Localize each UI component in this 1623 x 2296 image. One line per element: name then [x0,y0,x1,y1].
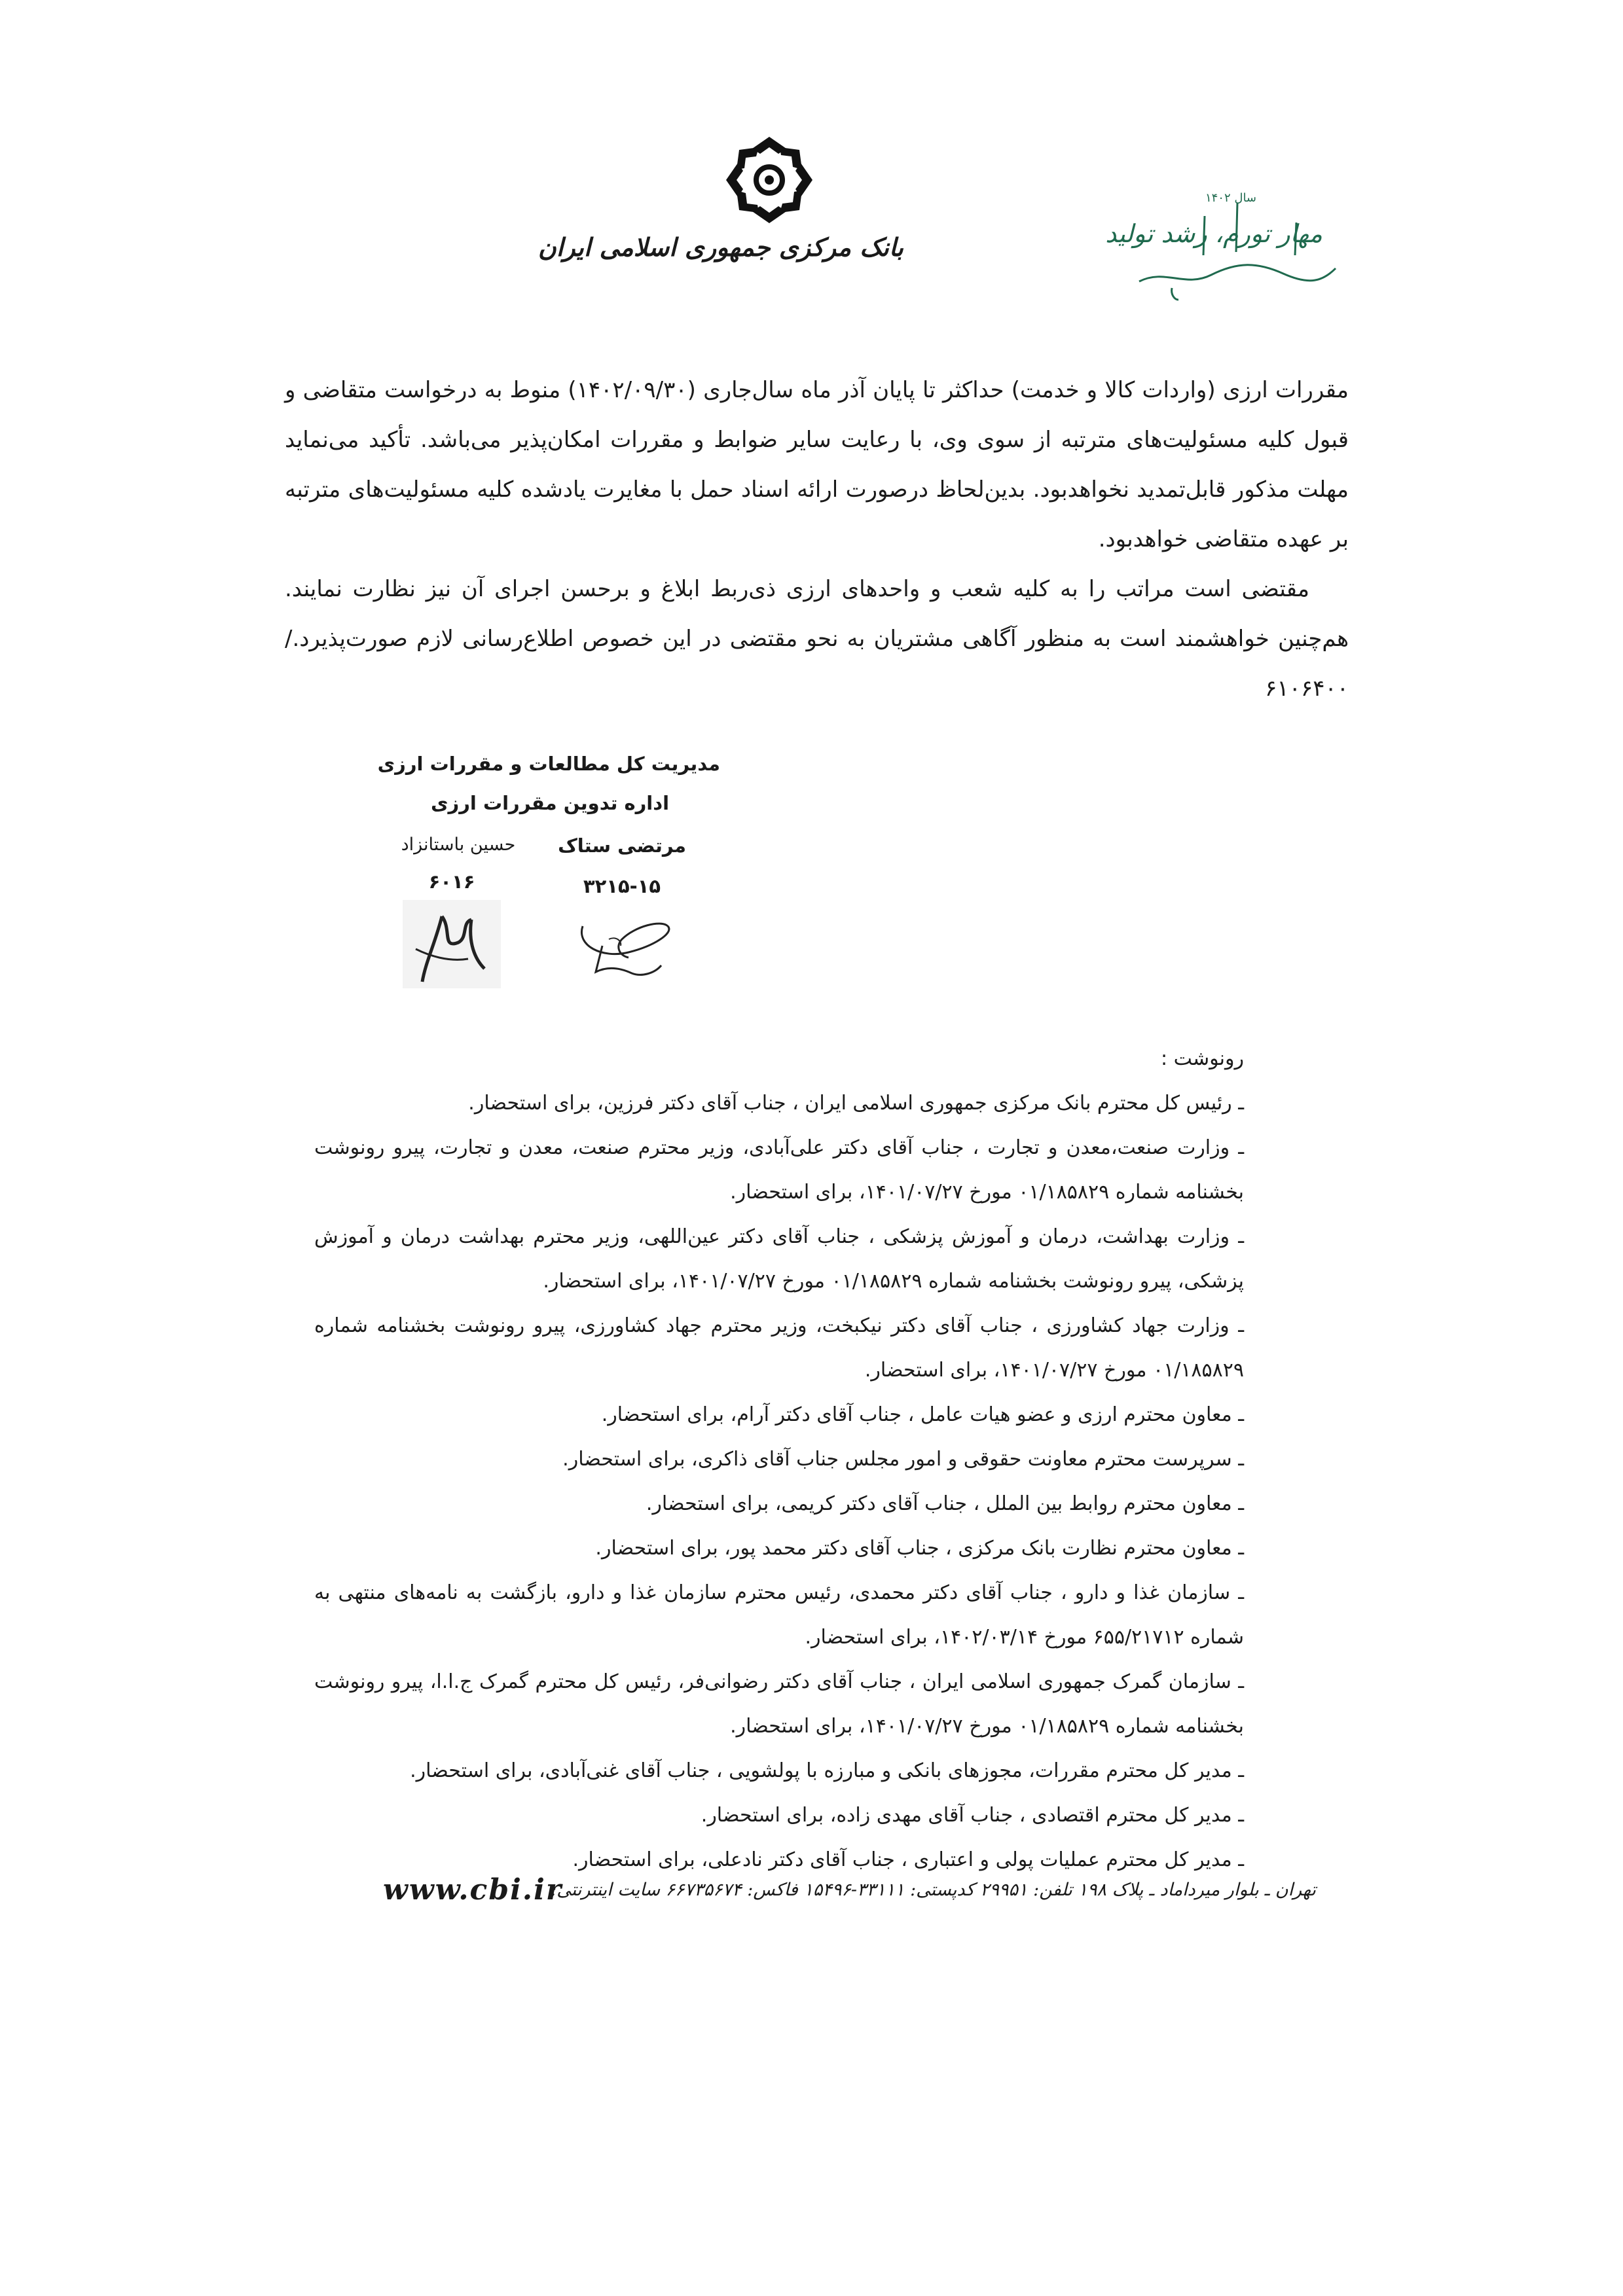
copy-recipient: ـ مدیر کل محترم اقتصادی ، جناب آقای مهدی زاده، برای استحضار. [701,1804,1244,1827]
copy-recipient: ـ معاون محترم روابط بین الملل ، جناب آقای دکتر کریمی، برای استحضار. [646,1492,1244,1515]
signer-2-name: حسین باستانزاد [401,834,516,855]
signature-department: مدیریت کل مطالعات و مقررات ارزی [377,753,720,775]
copy-recipient: ـ معاون محترم نظارت بانک مرکزی ، جناب آقای دکتر محمد پور، برای استحضار. [595,1537,1244,1560]
copy-recipient: ـ سازمان غذا و دارو ، جناب آقای دکتر محمدی، رئیس محترم سازمان غذا و دارو، بازگشت به نامه‌های منتهی به شماره ۶۵۵/۲۱۷۱۲ مورخ ۱۴۰۲/۰۳/۱۴، برای استحضار. [314,1581,1244,1649]
footer-website-link[interactable]: www.cbi.ir [383,1873,563,1907]
copies-list [314,1081,1244,1882]
slogan-text: مهار تورم، رشد تولید [1105,219,1322,248]
cbi-emblem-icon [723,134,815,226]
signer-1-code: ۳۲۱۵-۱۵ [583,875,661,897]
body-paragraph-1: مقررات ارزی (واردات کالا و خدمت) حداکثر تا پایان آذر ماه سال‌جاری (۱۴۰۲/۰۹/۳۰) منوط به درخواست متقاضی و قبول کلیه مسئولیت‌های مترتبه از سوی وی، با رعایت سایر ضوابط و مقررات امکان‌پذیر می‌باشد. تأکید می‌نماید مهلت مذکور قابل‌تمدید نخواهدبود. بدین‌لحاظ درصورت ارائه اسناد حمل با مغایرت یادشده کلیه مسئولیت‌های مترتبه بر عهده متقاضی خواهدبود. [285,377,1349,552]
copy-recipient: ـ معاون محترم ارزی و عضو هیات عامل ، جناب آقای دکتر آرام، برای استحضار. [601,1403,1244,1426]
signer-1-signature-icon [570,900,684,985]
signer-2-code: ۶۰۱۶ [428,870,475,893]
copy-recipient: ـ رئیس کل محترم بانک مرکزی جمهوری اسلامی ایران ، جناب آقای دکتر فرزین، برای استحضار. [468,1092,1244,1115]
footer-address: تهران ـ بلوار میرداماد ـ پلاک ۱۹۸ تلفن: ۲۹۹۵۱ کدپستی: ۳۳۱۱۱-۱۵۴۹۶ فاکس: ۶۶۷۳۵۶۷۴ سایت اینترنتی: [551,1880,1316,1900]
signature-office: اداره تدوین مقررات ارزی [430,792,670,814]
copy-recipient: ـ وزارت بهداشت، درمان و آموزش پزشکی ، جناب آقای دکتر عین‌اللهی، وزیر محترم بهداشت درمان و آموزش پزشکی، پیرو رونوشت بخشنامه شماره ۰۱/۱۸۵۸۲۹ مورخ ۱۴۰۱/۰۷/۲۷، برای استحضار. [314,1225,1244,1293]
body-paragraph-2: مقتضی است مراتب را به کلیه شعب و واحدهای ارزی ذی‌ربط ابلاغ و برحسن اجرای آن نیز نظارت نمایند. هم‌چنین خواهشمند است به منظور آگاهی مشتریان به نحو مقتضی در این خصوص اطلاع‌رسانی لازم صورت‌پذیرد./۶۱۰۶۴۰۰ [285,576,1349,702]
copy-recipient: ـ وزارت صنعت،معدن و تجارت ، جناب آقای دکتر علی‌آبادی، وزیر محترم صنعت، معدن و تجارت، پیرو رونوشت بخشنامه شماره ۰۱/۱۸۵۸۲۹ مورخ ۱۴۰۱/۰۷/۲۷، برای استحضار. [314,1136,1244,1204]
signer-1-name: مرتضی ستاک [558,834,686,857]
copies-label: رونوشت : [1160,1047,1244,1070]
bank-name-logotype: بانک مرکزی جمهوری اسلامی ایران [538,232,903,262]
slogan-year: سال ۱۴۰۲ [1205,191,1257,205]
copy-recipient: ـ سرپرست محترم معاونت حقوقی و امور مجلس جناب آقای ذاکری، برای استحضار. [562,1448,1244,1471]
copy-recipient: ـ مدیر کل محترم مقررات، مجوزهای بانکی و مبارزه با پولشویی ، جناب آقای غنی‌آبادی، برای استحضار. [410,1759,1244,1782]
letter-body [285,365,1349,713]
copy-recipient: ـ سازمان گمرک جمهوری اسلامی ایران ، جناب آقای دکتر رضوانی‌فر، رئیس کل محترم گمرک ج.ا.ا، پیرو رونوشت بخشنامه شماره ۰۱/۱۸۵۸۲۹ مورخ ۱۴۰۱/۰۷/۲۷، برای استحضار. [314,1670,1244,1738]
copy-recipient: ـ مدیر کل محترم عملیات پولی و اعتباری ، جناب آقای دکتر نادعلی، برای استحضار. [572,1848,1244,1871]
signer-2-signature-icon [396,897,507,992]
copy-recipient: ـ وزارت جهاد کشاورزی ، جناب آقای دکتر نیکبخت، وزیر محترم جهاد کشاورزی، پیرو رونوشت بخشنامه شماره ۰۱/۱۸۵۸۲۹ مورخ ۱۴۰۱/۰۷/۲۷، برای استحضار. [314,1314,1244,1382]
